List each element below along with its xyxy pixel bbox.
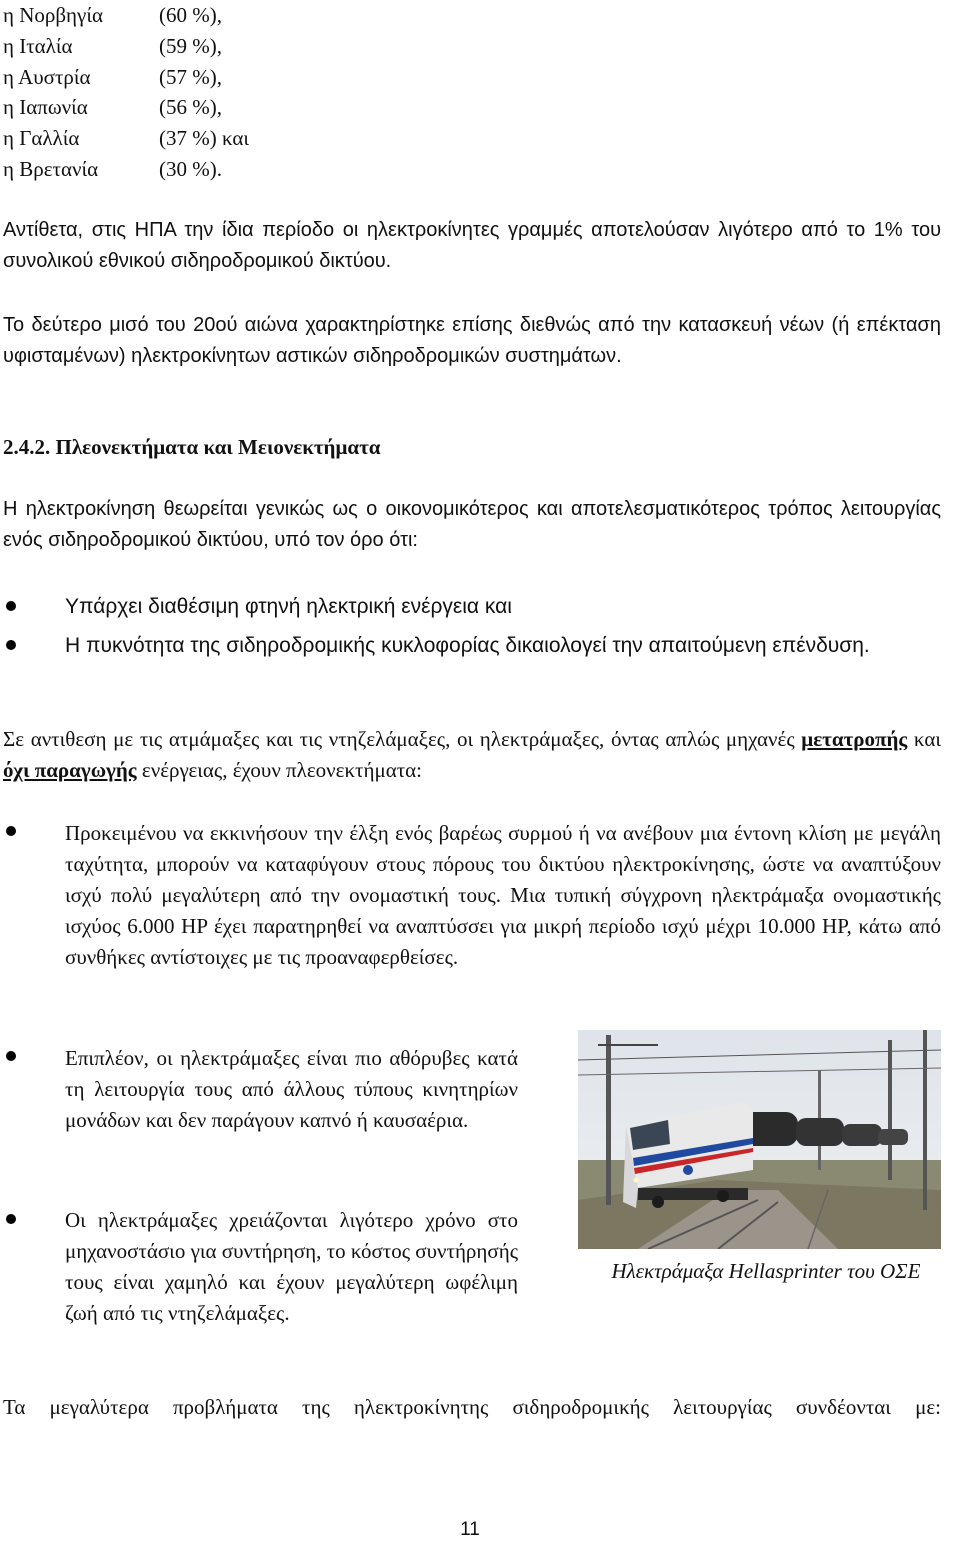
bullet-icon <box>6 601 16 611</box>
locomotive-photo <box>578 1030 941 1249</box>
paragraph-problems: Τα μεγαλύτερα προβλήματα της ηλεκτροκίνητης σιδηροδρομικής λειτουργίας συνδέονται με: <box>3 1395 941 1419</box>
country-name: η Νορβηγία <box>3 3 103 27</box>
list-item <box>3 92 222 123</box>
paragraph-usa: Αντίθετα, στις ΗΠΑ την ίδια περίοδο οι ηλεκτροκίνητες γραμμές αποτελούσαν λιγότερο από το 1% του συνολικού εθνικού σιδηροδρομικού δικτύου. <box>3 219 941 272</box>
country-share: (57 %), <box>159 65 222 89</box>
country-name: η Αυστρία <box>3 65 91 89</box>
contrast-emphasis: όχι παραγωγής <box>3 758 137 782</box>
country-share: (37 %) και <box>159 126 250 150</box>
country-share: (60 %), <box>159 3 222 27</box>
list-item <box>3 123 249 154</box>
country-share: (59 %), <box>159 34 222 58</box>
train-icon <box>578 1030 941 1249</box>
section-heading: 2.4.2. Πλεονεκτήματα και Μειονεκτήματα <box>3 435 381 459</box>
country-name: η Βρετανία <box>3 157 99 181</box>
country-name: η Γαλλία <box>3 126 80 150</box>
bullet-icon <box>6 826 16 836</box>
paragraph-intro: Η ηλεκτροκίνηση θεωρείται γενικώς ως ο οικονομικότερος και αποτελεσματικότερος τρόπος λειτουργίας ενός σιδηροδρομικού δικτύου, υπό τον όρο ότι: <box>3 498 941 551</box>
page-number: 11 <box>460 1519 480 1540</box>
condition-item: Η πυκνότητα της σιδηροδρομικής κυκλοφορίας δικαιολογεί την απαιτούμενη επένδυση. <box>65 634 870 657</box>
bullet-icon <box>6 1214 16 1224</box>
country-share: (56 %), <box>159 95 222 119</box>
figure-caption: Ηλεκτράμαξα Hellasprinter του ΟΣΕ <box>611 1259 921 1283</box>
advantage-item: Οι ηλεκτράμαξες χρειάζονται λιγότερο χρόνο στο μηχανοστάσιο για συντήρηση, το κόστος συντήρησής τους είναι χαμηλό και έχουν μεγαλύτερη ωφέλιμη ζωή από τις ντηζελάμαξες. <box>65 1208 519 1325</box>
paragraph-contrast <box>3 724 941 786</box>
list-item <box>3 31 222 62</box>
contrast-text: και <box>907 727 941 751</box>
contrast-text: Σε αντιθεση με τις ατμάμαξες και τις ντηζελάμαξες, οι ηλεκτράμαξες, όντας απλώς μηχανές <box>3 727 802 751</box>
condition-item: Υπάρχει διαθέσιμη φτηνή ηλεκτρική ενέργεια και <box>65 595 512 618</box>
list-item <box>3 154 222 185</box>
country-name: η Ιταλία <box>3 34 73 58</box>
country-name: η Ιαπωνία <box>3 95 88 119</box>
contrast-text: ενέργειας, έχουν πλεονεκτήματα: <box>136 758 423 782</box>
list-item <box>3 62 222 93</box>
advantage-item: Προκειμένου να εκκινήσουν την έλξη ενός βαρέως συρμού ή να ανέβουν μια έντονη κλίση με μεγάλη ταχύτητα, μπορούν να καταφύγουν στους πόρους του δικτύου ηλεκτροκίνησης, ώστε να αναπτύξουν ισχύ πολύ μεγαλύτερη από την ονομαστική τους. Μια τυπική σύγχρονη ηλεκτράμαξα ονομαστικής ισχύος 6.000 HP έχει παρατηρηθεί να αναπτύσσει για μικρή περίοδο ισχύ μέχρι 10.000 HP, κάτω από συνθήκες αντίστοιχες με τις προαναφερθείσες. <box>65 821 941 969</box>
bullet-icon <box>6 640 16 650</box>
country-share: (30 %). <box>159 157 222 181</box>
bullet-icon <box>6 1051 16 1061</box>
advantage-item: Επιπλέον, οι ηλεκτράμαξες είναι πιο αθόρυβες κατά τη λειτουργία τους από άλλους τύπους κινητηρίων μονάδων και δεν παράγουν καπνό ή καυσαέρια. <box>65 1046 518 1132</box>
contrast-emphasis: μετατροπής <box>801 727 908 751</box>
paragraph-second-half: Το δεύτερο μισό του 20ού αιώνα χαρακτηρίστηκε επίσης διεθνώς από την κατασκευή νέων (ή επέκταση υφισταμένων) ηλεκτροκίνητων αστικών σιδηροδρομικών συστημάτων. <box>3 314 941 367</box>
list-item <box>3 0 222 31</box>
